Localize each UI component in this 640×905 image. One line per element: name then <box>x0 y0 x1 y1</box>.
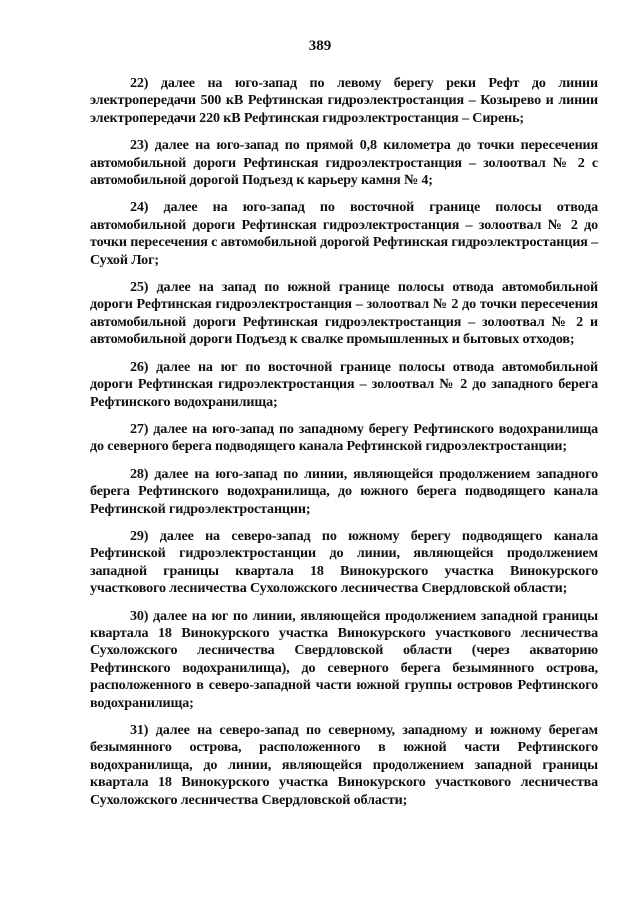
paragraph-28: 28) далее на юго-запад по линии, являющейся продолжением западного берега Рефтинского водохранилища, до южного берега подводящего канала Рефтинской гидроэлектростанции; <box>90 465 598 517</box>
page-number: 389 <box>308 38 332 54</box>
paragraph-29: 29) далее на северо-запад по южному берегу подводящего канала Рефтинской гидроэлектростанции до линии, являющейся продолжением западной границы квартала 18 Винокурского участка Винокурского участкового лесничества Сухоложского лесничества Свердловской области; <box>90 527 598 597</box>
paragraph-22: 22) далее на юго-запад по левому берегу реки Рефт до линии электропередачи 500 кВ Рефтинская гидроэлектростанция – Козырево и линии электропередачи 220 кВ Рефтинская гидроэлектростанция – Сирень; <box>90 75 598 126</box>
paragraph-23: 23) далее на юго-запад по прямой 0,8 километра до точки пересечения автомобильной дороги Рефтинская гидроэлектростанция – золоотвал № 2 с автомобильной дорогой Подъезд к карьеру камня № 4; <box>90 137 598 189</box>
paragraph-31: 31) далее на северо-запад по северному, западному и южному берегам безымянного острова, расположенного в южной части Рефтинского водохранилища, до линии, являющейся продолжением западной границы квартала 18 Винокурского участка Винокурского участкового лесничества Сухоложского лесничества Свердловской области; <box>90 722 598 808</box>
body-text <box>90 75 598 819</box>
paragraph-30: 30) далее на юг по линии, являющейся продолжением западной границы квартала 18 Винокурского участка Винокурского участкового лесничества Сухоложского лесничества Свердловской области (через акваторию Рефтинского водохранилища), до северного берега безымянного острова, расположенного в северо-западной части южной группы островов Рефтинского водохранилища; <box>90 607 598 711</box>
paragraph-24: 24) далее на юго-запад по восточной границе полосы отвода автомобильной дороги Рефтинская гидроэлектростанция – золоотвал № 2 до точки пересечения с автомобильной дорогой Рефтинская гидроэлектростанция – Сухой Лог; <box>90 199 598 268</box>
paragraph-27: 27) далее на юго-запад по западному берегу Рефтинского водохранилища до северного берега подводящего канала Рефтинской гидроэлектростанции; <box>90 420 598 455</box>
paragraph-26: 26) далее на юг по восточной границе полосы отвода автомобильной дороги Рефтинская гидроэлектростанция – золоотвал № 2 до западного берега Рефтинского водохранилища; <box>90 358 598 410</box>
paragraph-25: 25) далее на запад по южной границе полосы отвода автомобильной дороги Рефтинская гидроэлектростанция – золоотвал № 2 до точки пересечения автомобильной дороги Рефтинская гидроэлектростанция – золоотвал № 2 и автомобильной дороги Подъезд к свалке промышленных и бытовых отходов; <box>90 279 598 348</box>
